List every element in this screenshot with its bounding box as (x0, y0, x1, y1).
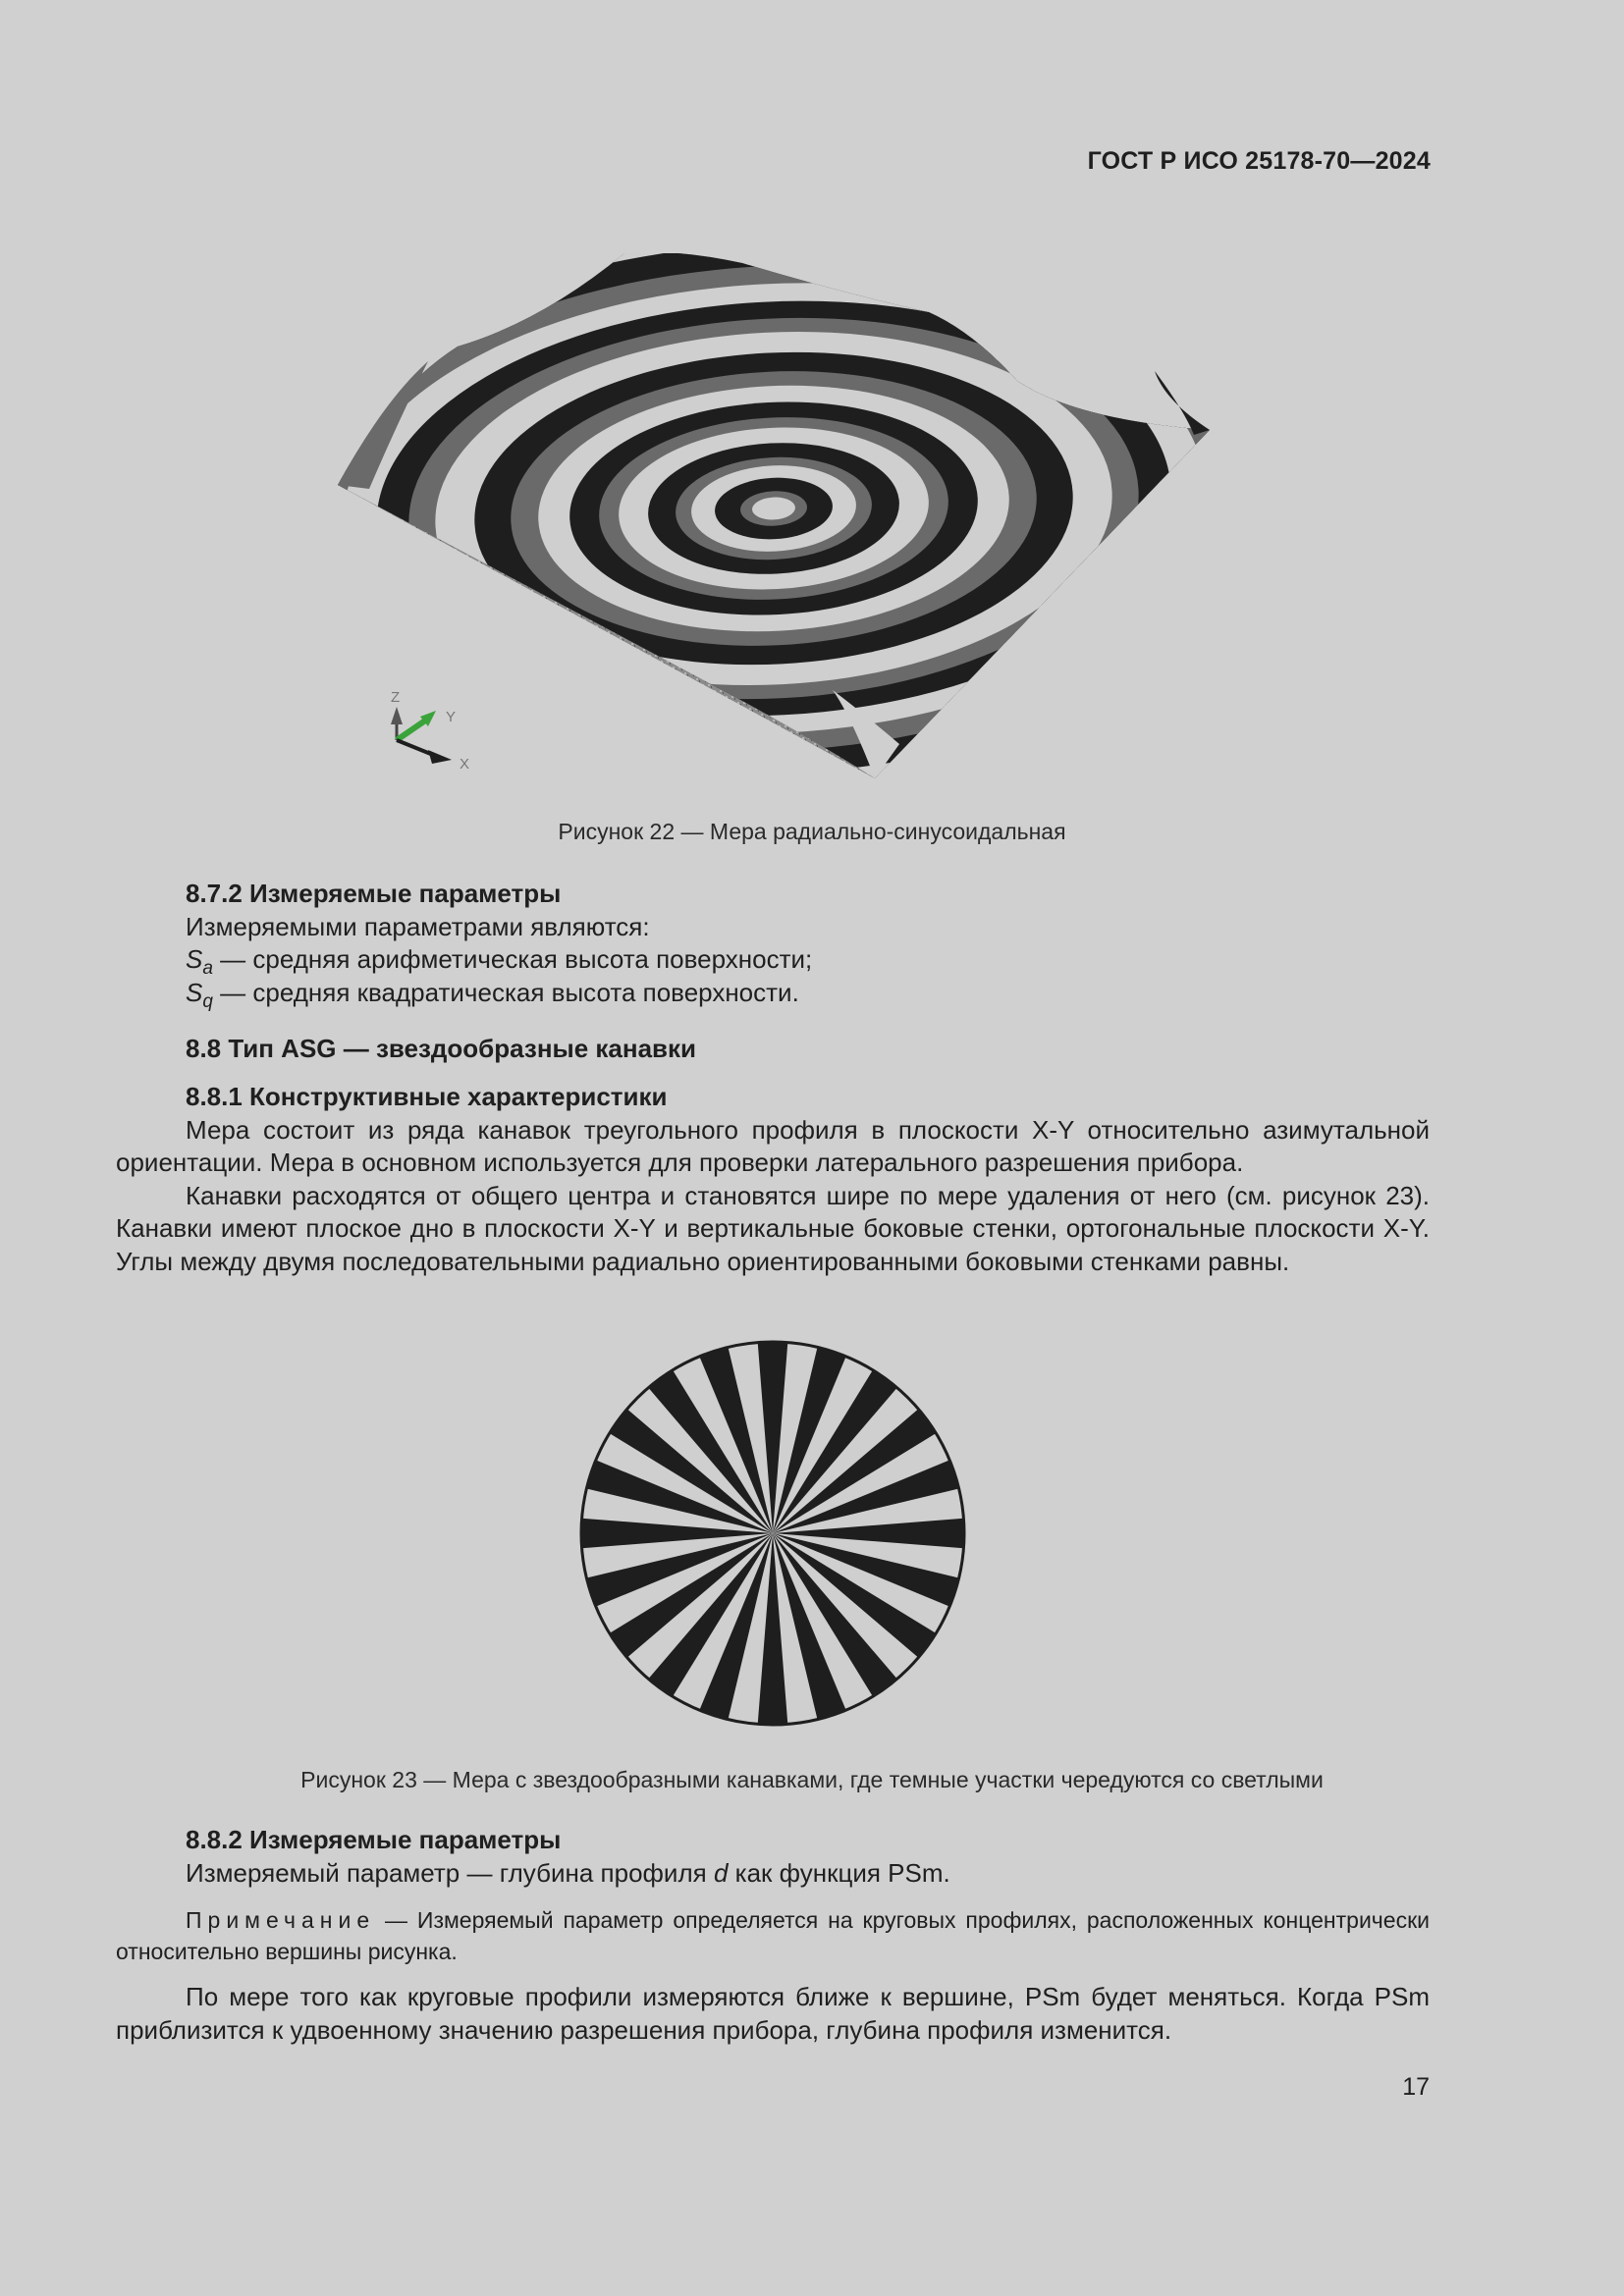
figure-22-caption: Рисунок 22 — Мера радиально-синусоидальная (558, 819, 1066, 844)
section-8-8 (116, 1033, 1430, 1066)
section-8-8-2-final (116, 1981, 1430, 2047)
section-8-7-2-intro: Измеряемыми параметрами являются: (186, 911, 650, 941)
section-8-8-2-text: Измеряемый параметр — глубина профиля d как функция PSm. (186, 1857, 950, 1888)
axes-triad (391, 689, 469, 773)
axis-y-label: Y (446, 709, 457, 725)
section-8-8-2-para: По мере того как круговые профили измеряются ближе к вершине, PSm будет меняться. Когда PSm приблизится к удвоенному значению разрешения прибора, глубина профиля изменится. (116, 1982, 1430, 2045)
section-8-8-heading: 8.8 Тип ASG — звездообразные канавки (186, 1034, 697, 1063)
figure-22-surface (330, 253, 1233, 783)
section-8-8-2-heading: 8.8.2 Измеряемые параметры (186, 1825, 562, 1854)
figure-23-star-grooves (576, 1337, 969, 1730)
figure-22-corner-right (1155, 371, 1210, 435)
page-number: 17 (1402, 2073, 1430, 2101)
figure-22-radial-sinusoid (330, 253, 1233, 783)
section-8-7-2-heading: 8.7.2 Измеряемые параметры (186, 879, 562, 908)
section-8-8-1 (116, 1081, 1430, 1278)
axis-z-label: Z (391, 689, 401, 706)
figure-23-caption: Рисунок 23 — Мера с звездообразными канавками, где темные участки чередуются со светлыми (300, 1767, 1324, 1792)
section-8-7-2 (116, 878, 1430, 1012)
param-sq: $S_q$ — средняя квадратическая высота поверхности. (186, 977, 799, 1012)
note-lead: Примечание (186, 1907, 376, 1933)
section-8-8-1-para1: Мера состоит из ряда канавок треугольного профиля в плоскости X-Y относительно азимутальной ориентации. Мера в основном используется для проверки латерального разрешения прибора. (116, 1114, 1430, 1177)
section-8-8-1-para2: Канавки расходятся от общего центра и становятся шире по мере удаления от него (см. рисунок 23). Канавки имеют плоское дно в плоскости X-Y и вертикальные боковые стенки, ортогональные плоскости X-Y. Углы между двумя последовательными радиально ориентированными боковыми стенками равны. (116, 1180, 1430, 1276)
axis-x-label: X (460, 756, 470, 773)
param-sa: $S_a$ — средняя арифметическая высота поверхности; (186, 944, 813, 979)
note-text: — Измеряемый параметр определяется на круговых профилях, расположенных концентрически относительно вершины рисунка. (116, 1907, 1430, 1964)
section-8-8-2 (116, 1824, 1430, 1890)
document-header: ГОСТ Р ИСО 25178-70—2024 (1087, 147, 1431, 175)
note (116, 1904, 1430, 1967)
section-8-8-1-heading: 8.8.1 Конструктивные характеристики (186, 1082, 668, 1111)
